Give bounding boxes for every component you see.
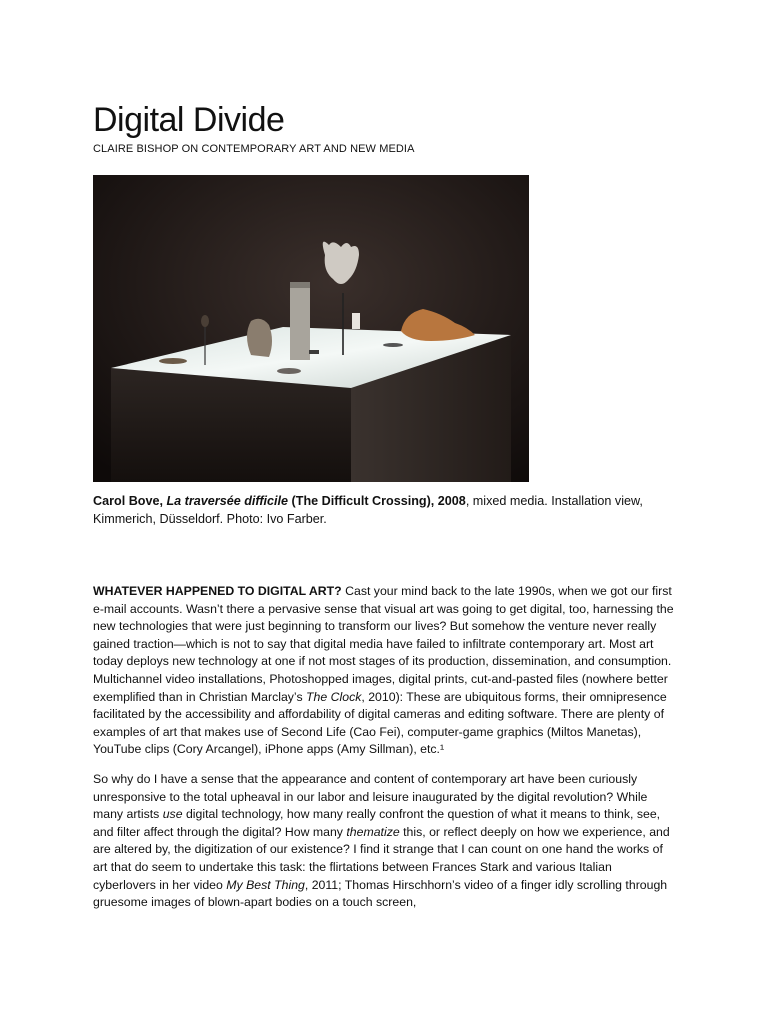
installation-photo [93, 175, 529, 482]
paragraph-1-text-a: Cast your mind back to the late 1990s, when we got our first e-mail accounts. Wasn’t there a pervasive sense that visual art was going to get digital, too, harnessing the new technologies that were just beginning to transform our lives? But somehow the venture never really gained traction—which is not to say that digital media have failed to infiltrate contemporary art. Most art today deploys new technology at one if not most stages of its production, dissemination, and consumption. Multichannel video installations, Photoshopped images, digital prints, cut-and-pasted files (nowhere better exemplified than in Christian Marclay’s [93, 584, 674, 704]
paragraph-1 [93, 583, 678, 759]
article-body [93, 583, 678, 924]
paragraph-2-text-d: , 2011; Thomas Hirschhorn’s video of a finger idly scrolling through gruesome images of blown-apart bodies on a touch screen, [93, 877, 668, 910]
caption-work-translation: (The Difficult Crossing), 2008 [288, 494, 466, 508]
paragraph-2-emphasis-a: use [162, 807, 183, 822]
paragraph-2-text-a: So why do I have a sense that the appearance and content of contemporary art have been curiously unresponsive to the total upheaval in our labor and leisure inaugurated by the digital revolution? While many artists [93, 771, 648, 822]
paragraph-2 [93, 771, 678, 912]
paragraph-1-emphasis: The Clock [306, 689, 362, 704]
caption-details: , mixed media. Installation view, Kimmerich, Düsseldorf. Photo: Ivo Farber. [93, 494, 643, 526]
caption-artist: Carol Bove, [93, 494, 167, 508]
paragraph-1-text-b: , 2010): These are ubiquitous forms, their omnipresence facilitated by the accessibility and affordability of digital cameras and editing software. There are plenty of examples of art that makes use of Second Life (Cao Fei), computer-game graphics (Miltos Manetas), YouTube clips (Cory Arcangel), iPhone apps (Amy Sillman), etc.¹ [93, 689, 667, 757]
paragraph-2-emphasis-b: thematize [346, 824, 400, 839]
paragraph-2-text-b: digital technology, how many really confront the question of what it means to think, see, and filter affect through the digital? How many [93, 807, 661, 839]
article-title: Digital Divide [93, 101, 285, 139]
paragraph-1-lead: WHATEVER HAPPENED TO DIGITAL ART? [93, 584, 342, 598]
photo-caption [93, 492, 673, 528]
paragraph-2-emphasis-c: My Best Thing [226, 877, 305, 892]
paragraph-2-text-c: this, or reflect deeply on how we experience, and are altered by, the digitization of our existence? I find it strange that I can count on one hand the works of art that do seem to undertake this task: the flirtations between Frances Stark and various Italian cyberlovers in her video [93, 824, 670, 892]
caption-work-title: La traversée difficile [166, 494, 289, 508]
article-subtitle: CLAIRE BISHOP ON CONTEMPORARY ART AND NEW MEDIA [93, 143, 415, 155]
